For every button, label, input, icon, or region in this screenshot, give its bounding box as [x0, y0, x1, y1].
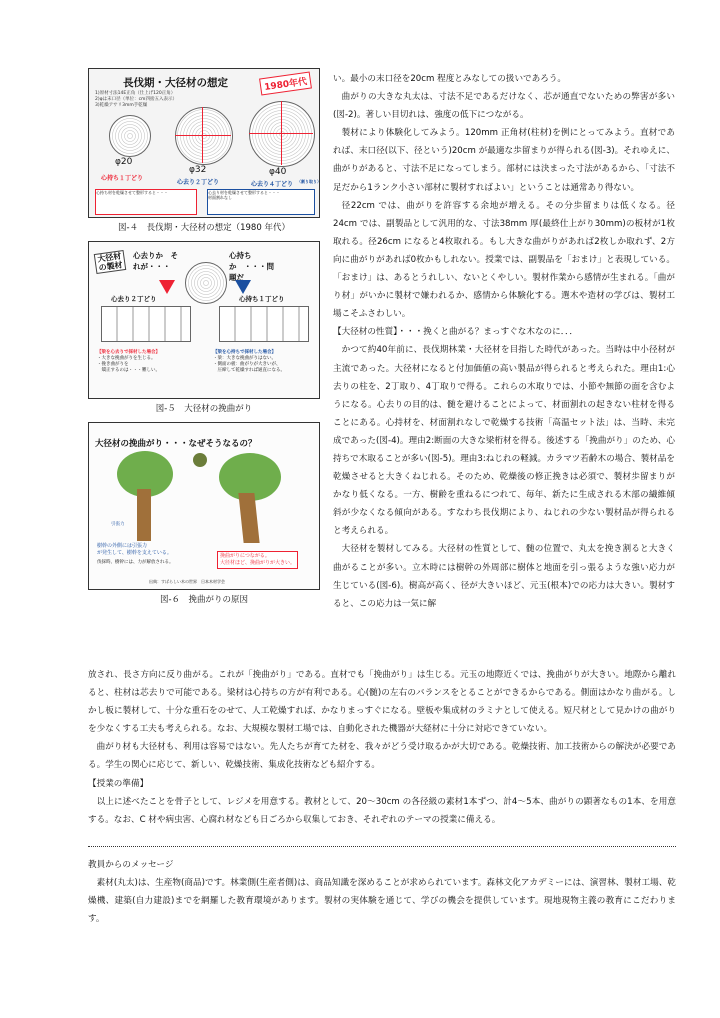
section-heading: 【大径材の性質】・・・挽くと曲がる？まっすぐな木なのに．．．: [333, 327, 578, 338]
figure-4-box-left: 心持ち材を乾燥させて整形すると・・・: [95, 189, 197, 215]
paragraph: 放され、長さ方向に反り曲がる。これが「挽曲がり」である。直材でも「挽曲がり」は生じる。元玉の地際近くでは、挽曲がりが大きい。地際から離れると、柱材は芯去りで可能である。梁材は心持ちの方が有利である。心(髄)の左右のバランスをとることができるからである。側面はかなり曲がる。しかし板に製材して、十分な重石をのせて、人工乾燥すれば、かなりまっすぐになる。壁板や集成材のラミナとして使える。短尺材として見かけの曲がりを少なくする工夫も考えられる。なお、大規模な製材工場では、自動化された機器が大経材に十分に対応できていない。: [88, 670, 676, 735]
paragraph: 径22cm では、曲がりを許容する余地が増える。その分歩留まりは低くなる。径24cm では、副製品として汎用的な、寸法38mm 厚(最終仕上がり30mm)の板材が1枚取れる。径26cm になると4枚取れる。もし大きな曲がりがあれば2枚しか取れず、2方向に曲がりがあれば0枚かもしれない。授業では、副製品を「おまけ」と表現している。「おまけ」は、あるとうれしい、ないとくやしい。製材作業から感情が生まれる。「曲がり材」がいかに製材で嫌われるか、感情から体験化する。選木や造材の学びは、製材工場こそふさわしい。: [333, 200, 675, 320]
question-left: 心去りか それが・・・: [133, 251, 178, 271]
figure-4-title: 長伐期・大径材の想定: [123, 77, 228, 89]
paragraph: 以上に述べたことを骨子として、レジメを用意する。教材として、20～30cm の各径級の素材1本ずつ、計4～5本、曲がりの顕著なもの1本、を用意する。なお、C 材や病虫害、心腐れ材なども日ごろから収集しておき、それぞれのテーマの授業に備える。: [88, 796, 676, 825]
figure-4-caption: 図-４ 長伐期・大径材の想定（1980 年代）: [118, 223, 290, 233]
question-right: 心持ちか ・・・問題だ: [229, 251, 274, 282]
right-column-text: [333, 70, 675, 613]
log-32-icon: [175, 107, 233, 165]
figures-column: [88, 68, 320, 613]
figure-5-title: 大径材の製材: [94, 250, 126, 274]
sawn-left-icon: [101, 306, 191, 342]
log-icon: [185, 262, 227, 304]
figure-5-caption: 図-５ 大径材の挽曲がり: [155, 404, 253, 414]
sawn-right-icon: [219, 306, 309, 342]
diameter-20: φ20: [115, 157, 133, 167]
pull-label: 引張力: [111, 522, 125, 527]
paragraph: かつて約40年前に、長伐期林業・大径材を目指した時代があった。当時は中小径材が主流であった。大径材になると付加価値の高い製品が得られると考えられた。理由1:心去りの柱を、2丁取り、4丁取りで得る。これらの木取りでは、小節や無節の面を含むようになる。心去りの目的は、髄を避けることによって、材面割れの起きない柱材を得ることにある。心持材を、材面割れなしで乾燥する技術「高温セット法」は、当時、未完成であった(図-4)。理由2:断面の大きな梁桁材を得る。後述する「挽曲がり」のため、心持ちで木取ることが多い(図-5)。理由3:ねじれの軽減。カラマツ若齢木の場合、製材品を乾燥させると大きくねじれる。そのため、乾燥後の修正挽きは必須で、製材歩留まりがかなり低くなる。一方、樹齢を重ねるにつれて、毎年、新たに生成される木部の繊維傾斜が少なくなる傾向がある。すなわち長伐期により、ねじれの少ない製材品が得られると考えられる。: [333, 345, 675, 537]
message-block: [88, 856, 676, 928]
worker-icon: [193, 453, 207, 467]
paragraph: 曲がり材も大径材も、利用は容易ではない。先人たちが育てた材を、我々がどう受け取るかが大切である。乾燥技術、加工技術からの解決が必要である。学生の関心に応じて、新しい、乾燥技術、集成化技術なども紹介する。: [88, 742, 676, 771]
figure-6-source: 出典：すばらしい木の世界 日本木材学会: [149, 579, 225, 584]
log-20-icon: [109, 115, 151, 157]
paragraph: 製材により体験化してみよう。120mm 正角材(柱材)を例にとってみよう。直材であれば、末口径(以下、径という)20cm が最適な歩留まりが得られる(図-3)。それゆえに、曲がりがあると、寸法不足になってしまう。部材には決まった寸法があるから、「寸法不足だから1ランク小さい部材に製材すればよい」ということは通常あり得ない。: [333, 128, 675, 193]
paragraph: 大径材を製材してみる。大径材の性質として、髄の位置で、丸太を挽き割ると大きく曲がることが多い。立木時には樹幹の外周部に樹体と地面を引っ張るような強い応力が生じている(図-6)。樹高が高く、径が大きいほど、元玉(根本)での応力は大きい。製材すると、この応力は一気に解: [333, 544, 675, 609]
note-bend: 挽曲がりにつながる。 大径材ほど、挽曲がりが大きい。: [217, 551, 298, 569]
message-heading: 教員からのメッセージ: [88, 860, 174, 870]
figure-6-title: 大径材の挽曲がり・・・なぜそうなるの？: [95, 439, 257, 449]
divider: [88, 846, 676, 847]
note-release: 伐採時、樹幹には、力が解放される。: [97, 560, 174, 565]
arrow-red-icon: [159, 280, 175, 294]
figure-6: [88, 422, 320, 590]
diameter-40: φ40: [269, 167, 287, 177]
figure-4: [88, 68, 320, 218]
note-outside: 樹幹の外側には引張力 が発生して、樹幹を支えている。: [97, 543, 172, 556]
take-label-2: 心去り２丁どり: [177, 179, 220, 186]
paragraph: い。最小の末口径を20cm 程度とみなしての扱いであろう。: [333, 74, 567, 84]
take-label-1: 心持ち１丁どり: [101, 175, 144, 182]
diameter-32: φ32: [189, 165, 207, 175]
take-label-3: 心去り４丁どり: [251, 181, 294, 188]
figure-4-badge: 1980年代: [259, 72, 312, 96]
section-heading: 【授業の準備】: [88, 778, 149, 789]
full-width-text: [88, 666, 676, 829]
message-text: 素材(丸太)は、生産物(商品)です。林業側(生産者側)は、商品知識を深めることが求められています。森林文化アカデミーには、演習林、製材工場、乾燥機、建築(自力建設)までを網羅した教育環境があります。製材の実体験を通じて、学びの機会を提供しています。現地現物主義の教育にこだわります。: [88, 878, 676, 925]
label-left: 心去り２丁どり: [111, 295, 157, 303]
log-40-icon: [249, 101, 315, 167]
figure-4-box-right: 心去り材を乾燥させて整形すると・・・ 材面割れなし: [207, 189, 315, 215]
arrow-blue-icon: [235, 280, 251, 294]
figure-5: [88, 241, 320, 399]
paragraph: 曲がりの大きな丸太は、寸法不足であるだけなく、芯が通直でないための弊害が多い(図-2)。著しい目切れは、強度の低下につながる。: [333, 92, 675, 121]
note-left: 【梁を心去りで採材した場合】 ・大きな挽曲がりを生じる。 ・挽き曲がりを 矯正するのは・・・難しい。: [97, 350, 160, 373]
take-sublabel: （割り取り）: [297, 179, 321, 184]
figure-6-caption: 図-６ 挽曲がりの原因: [159, 595, 249, 605]
note-right: 【梁を心持ちで採材した場合】 ・梁：大きな挽曲がりはない。 ・側面の板：曲がりが大きいが、 圧締して乾燥すれば通直になる。: [213, 350, 285, 373]
label-right: 心持ち１丁どり: [239, 295, 285, 303]
figure-4-notes: 1)原材寸法14E正角（仕上げ120正角） 2)φは末口径（単位：cm四捨五入表示） 3)乾燥アサリ3mm手乾燥: [95, 91, 177, 108]
